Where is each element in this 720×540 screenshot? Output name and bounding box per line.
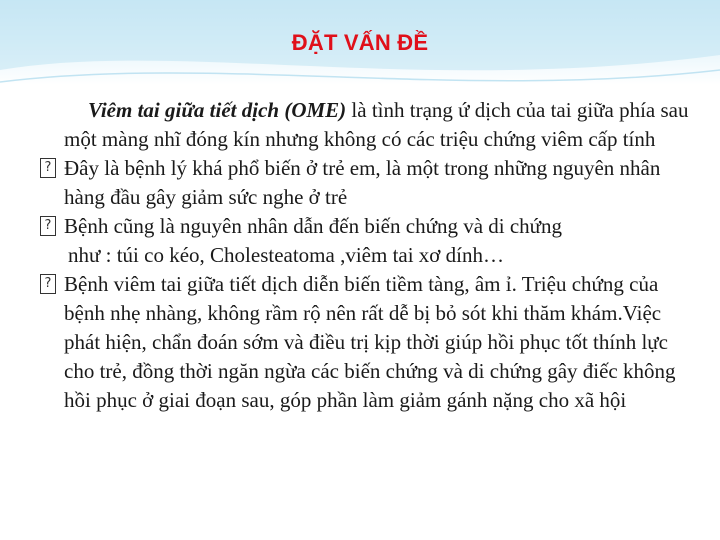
intro-paragraph [0, 96, 720, 154]
missing-glyph-icon: ? [40, 158, 56, 178]
page-title: ĐẶT VẤN ĐỀ [291, 30, 429, 55]
slide-body [0, 96, 720, 415]
missing-glyph-icon: ? [40, 216, 56, 236]
bullet-item [0, 212, 720, 241]
missing-glyph-icon: ? [40, 274, 56, 294]
continuation-line: như : túi co kéo, Cholesteatoma ,viêm tai xơ dính… [68, 243, 504, 267]
intro-text: là tình trạng ứ dịch của tai giữa phía sau một màng nhĩ đóng kín nhưng không có các triệu chứng viêm cấp tính [64, 98, 689, 151]
bullet-text: Bệnh cũng là nguyên nhân dẫn đến biến chứng và di chứng [64, 214, 563, 238]
bullet-text: Đây là bệnh lý khá phổ biến ở trẻ em, là một trong những nguyên nhân hàng đầu gây giảm sức nghe ở trẻ [64, 156, 661, 209]
bullet-item [0, 270, 720, 415]
bullet-item [0, 154, 720, 212]
bullet-text: Bệnh viêm tai giữa tiết dịch diễn biến tiềm tàng, âm ỉ. Triệu chứng của bệnh nhẹ nhàng, không rầm rộ nên rất dễ bị bỏ sót khi thăm khám.Việc phát hiện, chẩn đoán sớm và điều trị kịp thời giúp hồi phục tốt thính lực cho trẻ, đồng thời ngăn ngừa các biến chứng và di chứng gây điếc không hồi phục ở giai đoạn sau, góp phần làm giảm gánh nặng cho xã hội [64, 272, 676, 412]
intro-term: Viêm tai giữa tiết dịch (OME) [88, 98, 347, 122]
